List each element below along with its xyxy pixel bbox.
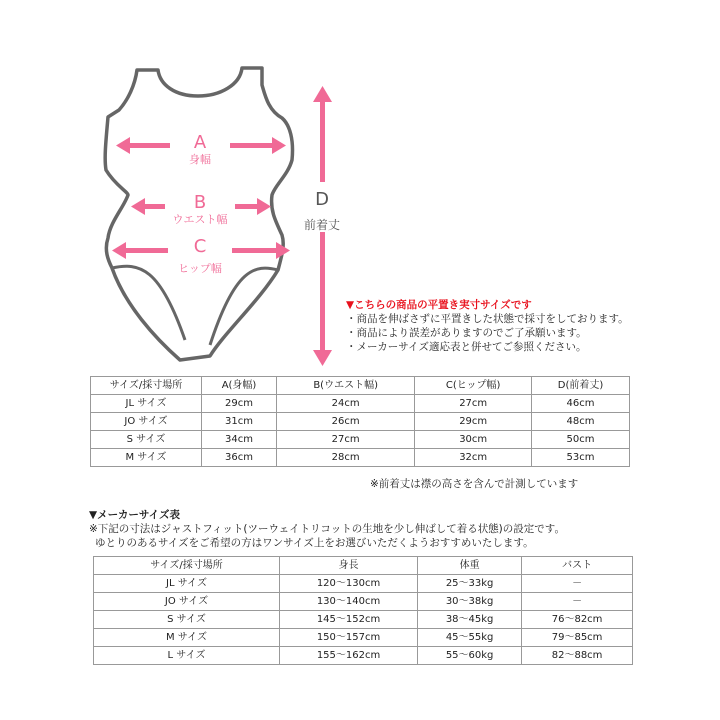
table-cell: 155〜162cm (280, 647, 418, 665)
table-cell: 45〜55kg (418, 629, 522, 647)
label-b-letter: B (193, 192, 207, 213)
table-row (94, 629, 633, 647)
table-cell: JL サイズ (91, 395, 202, 413)
table-cell: M サイズ (91, 449, 202, 467)
table-cell: 79〜85cm (522, 629, 633, 647)
table-cell: 38〜45kg (418, 611, 522, 629)
table-row (94, 647, 633, 665)
notes-title: ▼こちらの商品の平置き実寸サイズです (346, 299, 532, 311)
table-row (94, 593, 633, 611)
table-cell: 53cm (532, 449, 630, 467)
table-cell: 36cm (202, 449, 277, 467)
table-header-cell: 体重 (418, 557, 522, 575)
table-cell: 27cm (277, 431, 415, 449)
table-cell: 32cm (415, 449, 532, 467)
table-cell: 50cm (532, 431, 630, 449)
table-cell: － (522, 593, 633, 611)
table-cell: 55〜60kg (418, 647, 522, 665)
maker-table-title: ▼メーカーサイズ表 (89, 509, 181, 521)
table-row (94, 611, 633, 629)
table-cell: 150〜157cm (280, 629, 418, 647)
table-header-cell: 身長 (280, 557, 418, 575)
table-row (91, 413, 630, 431)
table-row (91, 449, 630, 467)
table-cell: JL サイズ (94, 575, 280, 593)
label-d-text: 前着丈 (303, 218, 341, 232)
label-a-letter: A (193, 132, 207, 153)
label-d-letter: D (315, 189, 329, 210)
table-cell: 28cm (277, 449, 415, 467)
label-c-letter: C (193, 236, 207, 257)
table-cell: 48cm (532, 413, 630, 431)
table-header-cell: バスト (522, 557, 633, 575)
note-line-2: ・商品により誤差がありますのでご了承願います。 (346, 327, 587, 339)
table-cell: 29cm (202, 395, 277, 413)
table-header-cell: サイズ/採寸場所 (91, 377, 202, 395)
table-header-cell: サイズ/採寸場所 (94, 557, 280, 575)
table-cell: 120〜130cm (280, 575, 418, 593)
table-header-cell: A(身幅) (202, 377, 277, 395)
table-cell: 25〜33kg (418, 575, 522, 593)
table-cell: 76〜82cm (522, 611, 633, 629)
table-cell: 31cm (202, 413, 277, 431)
table-cell: 30cm (415, 431, 532, 449)
table-cell: 34cm (202, 431, 277, 449)
table-cell: M サイズ (94, 629, 280, 647)
table-row (94, 575, 633, 593)
table-cell: JO サイズ (94, 593, 280, 611)
table-cell: JO サイズ (91, 413, 202, 431)
table-cell: L サイズ (94, 647, 280, 665)
garment-diagram (0, 0, 360, 372)
note-line-1: ・商品を伸ばさずに平置きした状態で採寸をしております。 (346, 313, 629, 325)
table-header-cell: C(ヒップ幅) (415, 377, 532, 395)
maker-table-desc-2: ゆとりのあるサイズをご希望の方はワンサイズ上をお選びいただくようおすすめいたします。 (95, 537, 534, 549)
maker-table-desc-1: ※下記の寸法はジャストフィット(ツーウェイトリコットの生地を少し伸ばして着る状態)の設定です。 (89, 523, 565, 535)
table-cell: 29cm (415, 413, 532, 431)
table-header-row (94, 557, 633, 575)
table-cell: 27cm (415, 395, 532, 413)
table-cell: S サイズ (94, 611, 280, 629)
size-table (90, 376, 630, 467)
table-cell: 26cm (277, 413, 415, 431)
table-cell: 145〜152cm (280, 611, 418, 629)
table-cell: 30〜38kg (418, 593, 522, 611)
table-header-cell: B(ウエスト幅) (277, 377, 415, 395)
table-row (91, 431, 630, 449)
table-cell: － (522, 575, 633, 593)
table-cell: S サイズ (91, 431, 202, 449)
maker-table (93, 556, 633, 665)
table-row (91, 395, 630, 413)
table-cell: 46cm (532, 395, 630, 413)
table-cell: 24cm (277, 395, 415, 413)
table-header-cell: D(前着丈) (532, 377, 630, 395)
size-table-footnote: ※前着丈は襟の高さを含んで計測しています (370, 478, 579, 490)
label-c-text: ヒップ幅 (178, 262, 222, 275)
table-header-row (91, 377, 630, 395)
table-cell: 130〜140cm (280, 593, 418, 611)
label-a-text: 身幅 (189, 153, 211, 166)
table-cell: 82〜88cm (522, 647, 633, 665)
note-line-3: ・メーカーサイズ適応表と併せてご参照ください。 (346, 341, 587, 353)
label-b-text: ウエスト幅 (172, 213, 228, 226)
